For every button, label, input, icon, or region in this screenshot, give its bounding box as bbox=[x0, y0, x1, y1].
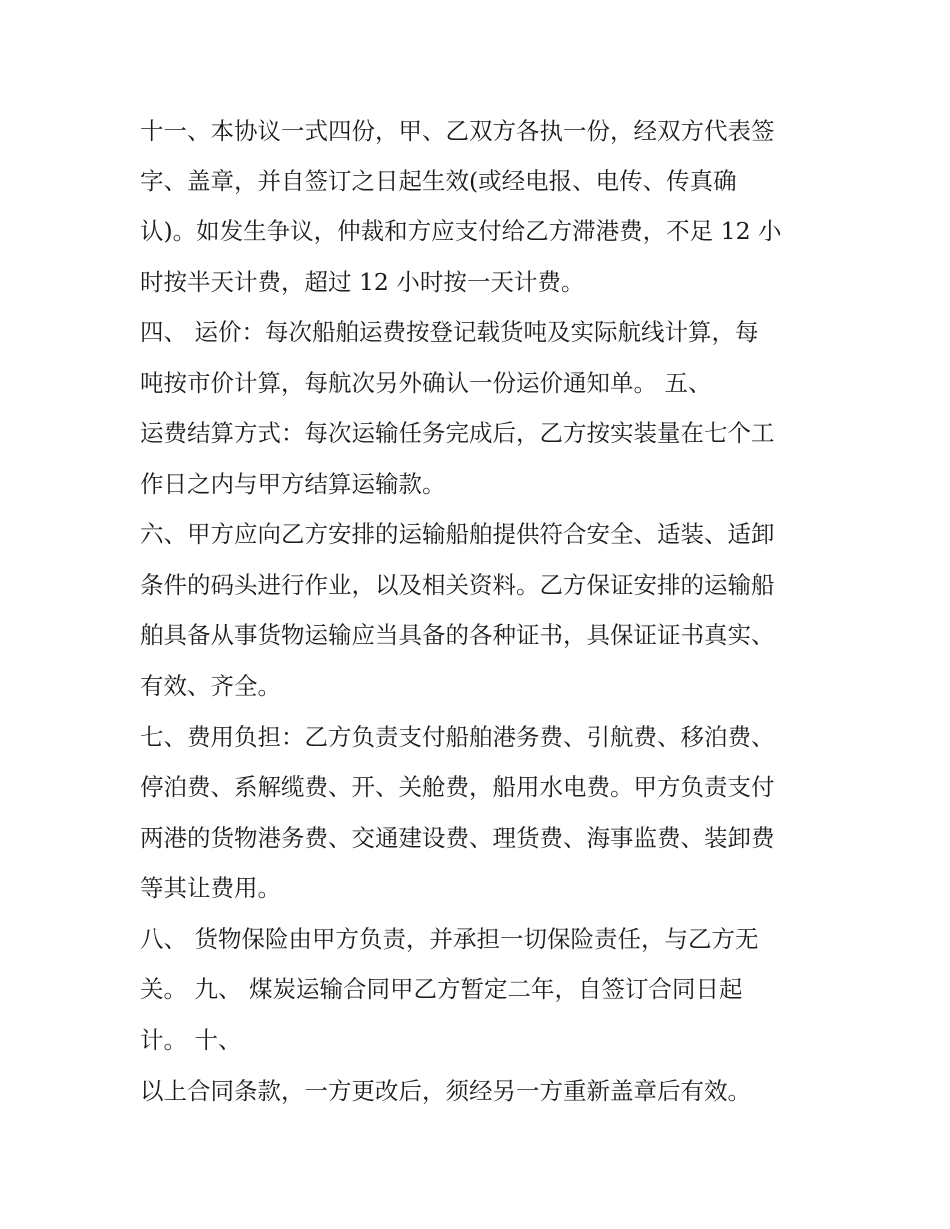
text-line: 计。 十、 bbox=[140, 1026, 242, 1054]
text-line: 字、盖章，并自签订之日起生效(或经电报、电传、传真确 bbox=[140, 167, 737, 195]
text-line: 舶具备从事货物运输应当具备的各种证书，具保证证书真实、 bbox=[140, 621, 775, 649]
text-line: 条件的码头进行作业，以及相关资料。乙方保证安排的运输船 bbox=[140, 571, 775, 599]
text-line: 吨按市价计算，每航次另外确认一份运价通知单。 五、 bbox=[140, 369, 712, 397]
text-line: 运费结算方式：每次运输任务完成后，乙方按实装量在七个工 bbox=[140, 419, 775, 447]
text-line: 四、 运价：每次船舶运费按登记载货吨及实际航线计算，每 bbox=[140, 318, 759, 346]
text-line: 认)。如发生争议，仲裁和方应支付给乙方滞港费，不足 12 小 bbox=[140, 217, 782, 245]
text-line: 时按半天计费，超过 12 小时按一天计费。 bbox=[140, 268, 585, 296]
text-line: 有效、齐全。 bbox=[140, 672, 281, 700]
text-line: 关。 九、 煤炭运输合同甲乙方暂定二年，自签订合同日起 bbox=[140, 975, 743, 1003]
text-line: 以上合同条款，一方更改后，须经另一方重新盖章后有效。 bbox=[140, 1077, 751, 1105]
text-line: 作日之内与甲方结算运输款。 bbox=[140, 470, 446, 498]
text-line: 十一、本协议一式四份，甲、乙双方各执一份，经双方代表签 bbox=[140, 117, 775, 145]
text-line: 等其让费用。 bbox=[140, 874, 281, 902]
text-line: 停泊费、系解缆费、开、关舱费，船用水电费。甲方负责支付 bbox=[140, 773, 775, 801]
text-line: 六、甲方应向乙方安排的运输船舶提供符合安全、适装、适卸 bbox=[140, 520, 775, 548]
text-line: 七、费用负担：乙方负责支付船舶港务费、引航费、移泊费、 bbox=[140, 723, 775, 751]
text-line: 两港的货物港务费、交通建设费、理货费、海事监费、装卸费 bbox=[140, 824, 775, 852]
text-line: 八、 货物保险由甲方负责，并承担一切保险责任，与乙方无 bbox=[140, 925, 759, 953]
